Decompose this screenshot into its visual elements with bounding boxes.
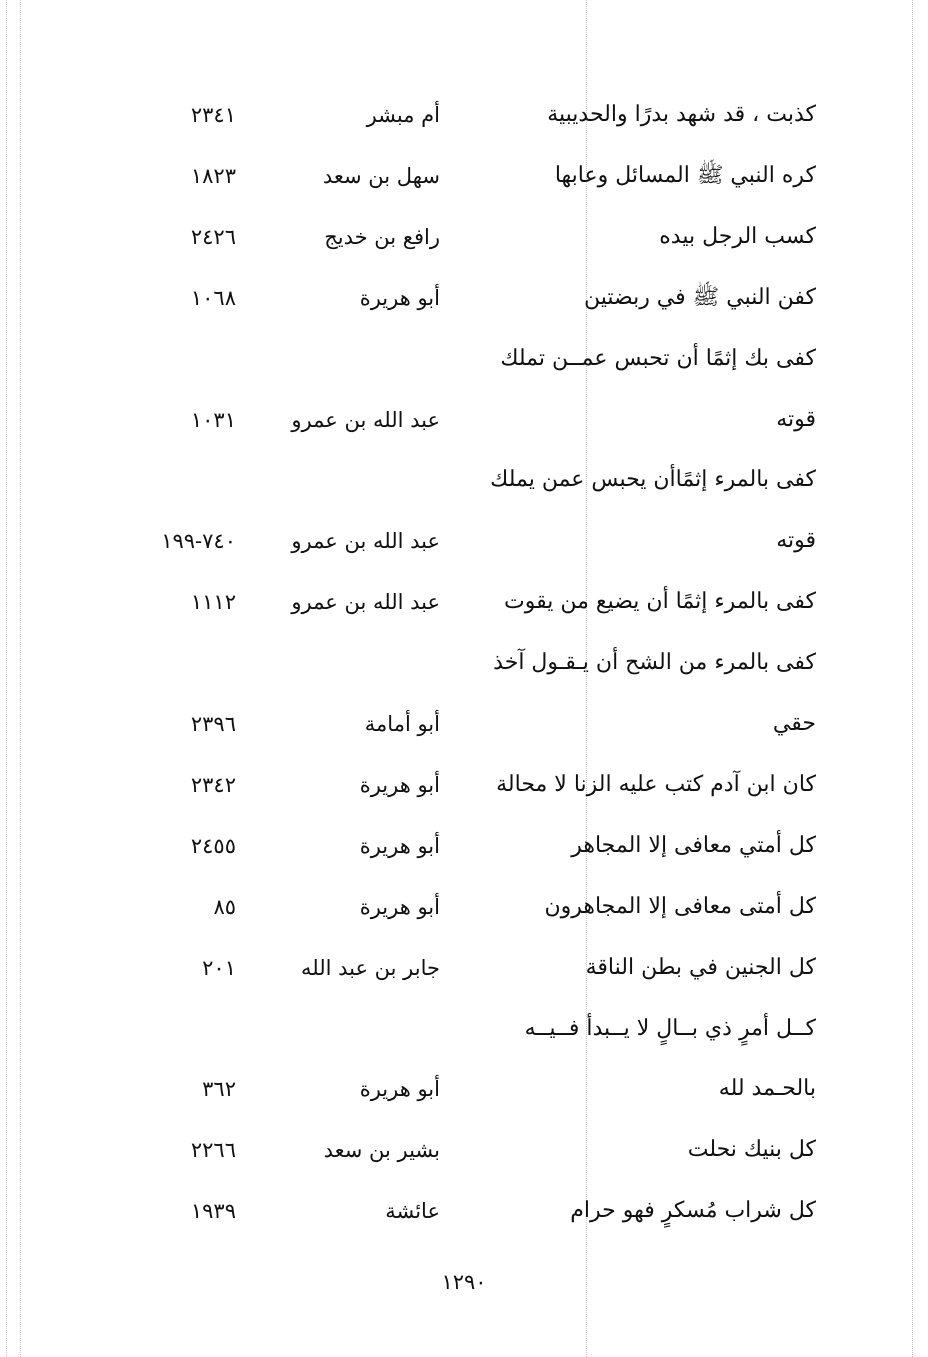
index-row	[0, 582, 928, 622]
narrator-name: أبو هريرة	[359, 285, 440, 310]
narrator-name: أم مبشر	[366, 103, 440, 127]
hadith-reference-number: ٢٤٥٥	[190, 833, 236, 858]
index-row	[0, 460, 928, 500]
hadith-text: بالحـمد لله	[718, 1076, 816, 1102]
hadith-reference-number: ٢٤٢٦	[190, 224, 236, 249]
hadith-reference-number: ٢٣٩٦	[190, 712, 236, 736]
narrator-name: عائشة	[385, 1199, 440, 1224]
narrator-name: جابر بن عبد الله	[300, 955, 440, 980]
index-row	[0, 765, 928, 805]
hadith-reference-number: ٢٣٤١	[190, 103, 236, 127]
hadith-text: قوته	[776, 528, 816, 554]
hadith-text: كفن النبي ﷺ في ربضتين	[583, 284, 816, 310]
hadith-reference-number: ١٨٢٣	[190, 163, 236, 188]
index-row	[0, 400, 928, 440]
index-row	[0, 217, 928, 257]
page-number: ١٢٩٠	[441, 1270, 487, 1294]
narrator-name: عبد الله بن عمرو	[291, 529, 440, 554]
index-row	[0, 1069, 928, 1109]
narrator-name: أبو هريرة	[359, 1077, 440, 1102]
hadith-text: كفى بك إثمًا أن تحبس عمــن تملك	[500, 345, 816, 371]
index-row	[0, 643, 928, 683]
narrator-name: سهل بن سعد	[322, 163, 440, 188]
hadith-text: كل الجنين في بطن الناقة	[585, 954, 816, 980]
hadith-text: كان ابن آدم كتب عليه الزنا لا محالة	[496, 771, 816, 797]
narrator-name: أبو أمامة	[364, 712, 440, 736]
hadith-reference-number: ٢٠١	[202, 955, 236, 980]
hadith-text: كفى بالمرء إثمًا أن يضيع من يقوت	[504, 589, 816, 615]
hadith-text: كسب الرجل بيده	[659, 223, 816, 249]
hadith-reference-number: ٢٣٤٢	[190, 772, 236, 797]
index-row	[0, 521, 928, 561]
hadith-text: كفى بالمرء إثمًاأن يحبس عمن يملك	[490, 467, 816, 493]
hadith-text: كل بنيك نحلت	[687, 1137, 816, 1163]
index-row	[0, 1191, 928, 1231]
narrator-name: أبو هريرة	[359, 894, 440, 919]
hadith-reference-number: ١٠٣١	[190, 407, 236, 432]
index-row	[0, 95, 928, 135]
narrator-name: عبد الله بن عمرو	[291, 407, 440, 432]
hadith-text: كذبت ، قد شهد بدرًا والحديبية	[547, 102, 816, 127]
narrator-name: أبو هريرة	[359, 833, 440, 858]
hadith-reference-number: ١٩٣٩	[190, 1199, 236, 1224]
hadith-reference-number: ٢٢٦٦	[190, 1138, 236, 1163]
hadith-text: كل أمتى معافى إلا المجاهرون	[544, 893, 816, 919]
hadith-reference-number: ٨٥	[213, 894, 236, 919]
hadith-reference-number: ١١١٢	[190, 590, 236, 615]
index-row	[0, 278, 928, 318]
narrator-name: أبو هريرة	[359, 772, 440, 797]
hadith-reference-number: ٧٤٠-١٩٩	[161, 529, 236, 554]
narrator-name: عبد الله بن عمرو	[291, 590, 440, 615]
index-row	[0, 1130, 928, 1170]
hadith-text: قوته	[776, 406, 816, 432]
hadith-text: كفى بالمرء من الشح أن يـقـول آخذ	[493, 650, 816, 676]
hadith-text: حقي	[772, 711, 816, 736]
index-row	[0, 339, 928, 379]
index-row	[0, 156, 928, 196]
hadith-reference-number: ٣٦٢	[202, 1077, 236, 1102]
narrator-name: بشير بن سعد	[323, 1138, 440, 1163]
index-row	[0, 704, 928, 744]
hadith-text: كل أمتي معافى إلا المجاهر	[571, 832, 816, 858]
index-row	[0, 1009, 928, 1049]
hadith-text: كره النبي ﷺ المسائل وعابها	[554, 162, 816, 188]
hadith-text: كل شراب مُسكرٍ فهو حرام	[570, 1198, 816, 1224]
narrator-name: رافع بن خديج	[324, 224, 440, 249]
index-row	[0, 887, 928, 927]
index-row	[0, 948, 928, 988]
hadith-reference-number: ١٠٦٨	[190, 285, 236, 310]
index-row	[0, 826, 928, 866]
hadith-text: كــل أمرٍ ذي بــالٍ لا يــبدأ فــيــه	[524, 1015, 816, 1041]
